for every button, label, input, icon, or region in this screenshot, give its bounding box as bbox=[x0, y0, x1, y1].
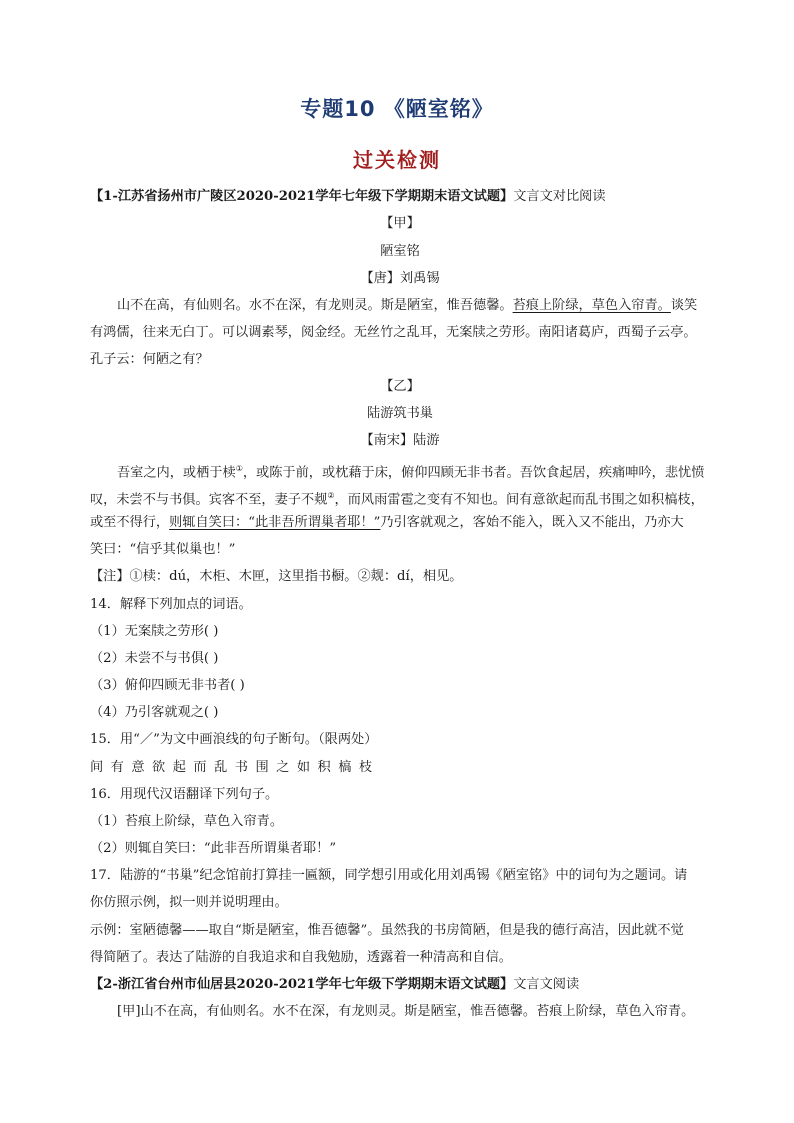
question-16-item-1: （1）苔痕上阶绿，草色入帘青。 bbox=[90, 814, 284, 829]
question1-source: 【1-江苏省扬州市广陵区2020-2021学年七年级下学期期末语文试题】 bbox=[90, 189, 514, 204]
footnote: 【注】①椟：dú，木柜、木匣，这里指书橱。②觌：dí，相见。 bbox=[90, 569, 463, 584]
question2-text-line1: [甲]山不在高，有仙则名。水不在深，有龙则灵。斯是陋室，惟吾德馨。苔痕上阶绿，草色入帘青。 bbox=[117, 1004, 695, 1019]
text-yi-paragraph-line3 bbox=[90, 513, 710, 533]
text-yi-line3-end: 乃引客就观之，客始不能入，既入又不能出，乃亦大 bbox=[380, 515, 684, 530]
footnote-marker-1: ① bbox=[235, 464, 243, 473]
question2-source-line bbox=[90, 975, 710, 995]
question-14-item-1: （1）无案牍之劳形( ) bbox=[90, 624, 219, 639]
question-16: 16．用现代汉语翻译下列句子。 bbox=[90, 787, 279, 802]
text-jia-line1-start: 山不在高，有仙则名。水不在深，有龙则灵。斯是陋室，惟吾德馨。 bbox=[117, 298, 513, 313]
question-17-line1: 17．陆游的“书巢”纪念馆前打算挂一匾额，同学想引用或化用刘禹锡《陋室铭》中的词句为之题词。请 bbox=[90, 868, 688, 883]
question-17-example-line1: 示例：室陋德馨——取自“斯是陋室，惟吾德馨”。虽然我的书房简陋，但是我的德行高洁，因此就不觉 bbox=[90, 923, 684, 938]
text-jia-title: 陋室铭 bbox=[380, 244, 420, 259]
text-yi-line1-end: ，或陈于前，或枕藉于床，俯仰四顾无非书者。吾饮食起居，疾痛呻吟，悲忧愤 bbox=[242, 465, 705, 481]
text-yi-line2-start: 叹，未尝不与书俱。宾客不至，妻子不觌 bbox=[90, 492, 328, 508]
text-jia-underlined-sentence: 苔痕上阶绿，草色入帘青。 bbox=[512, 298, 671, 313]
page-title: 专题10 《陋室铭》 bbox=[300, 97, 494, 121]
text-yi-line3-start: 或至不得行， bbox=[90, 515, 170, 530]
question-14-item-2: （2）未尝不与书俱( ) bbox=[90, 651, 219, 666]
text-yi-line1-start: 吾室之内，或栖于椟 bbox=[117, 465, 236, 481]
question-14: 14．解释下列加点的词语。 bbox=[90, 597, 252, 612]
text-yi-paragraph-line4: 笑曰：“信乎其似巢也！” bbox=[90, 542, 236, 557]
question-15: 15．用“／”为文中画浪线的句子断句。（限两处） bbox=[90, 732, 378, 747]
question-16-item-2: （2）则辄自笑曰：“此非吾所谓巢者耶！” bbox=[90, 841, 337, 856]
page-subtitle: 过关检测 bbox=[353, 148, 441, 172]
text-jia-paragraph-line3: 孔子云：何陋之有？ bbox=[90, 352, 209, 367]
text-yi-line2-end: ，而风雨雷雹之变有不知也。间有意欲起而乱书围之如积槁枝， bbox=[334, 492, 704, 508]
question2-source: 【2-浙江省台州市仙居县2020-2021学年七年级下学期期末语文试题】 bbox=[90, 977, 514, 992]
text-jia-paragraph-line1 bbox=[117, 296, 737, 316]
text-yi-paragraph-line1 bbox=[117, 459, 737, 483]
question1-source-line bbox=[90, 187, 710, 207]
footnote-marker-2: ② bbox=[327, 491, 335, 500]
text-yi-author: 【南宋】陆游 bbox=[360, 433, 440, 448]
text-yi-paragraph-line2 bbox=[90, 486, 710, 510]
question-15-sentence: 间有意欲起而乱书围之如积槁枝 bbox=[90, 760, 380, 775]
question-17-example-line2: 得简陋了。表达了陆游的自我追求和自我勉励，透露着一种清高和自信。 bbox=[90, 950, 512, 965]
text-yi-underlined-sentence: 则辄自笑曰：“此非吾所谓巢者耶！” bbox=[169, 515, 381, 530]
text-yi-label: 【乙】 bbox=[380, 379, 420, 394]
question-14-item-3: （3）俯仰四顾无非书者( ) bbox=[90, 678, 245, 693]
question-14-item-4: （4）乃引客就观之( ) bbox=[90, 705, 219, 720]
question-17-line2: 你仿照示例，拟一则并说明理由。 bbox=[90, 895, 288, 910]
text-jia-label: 【甲】 bbox=[380, 216, 420, 231]
text-jia-line1-end: 谈笑 bbox=[670, 298, 698, 313]
text-jia-paragraph-line2: 有鸿儒，往来无白丁。可以调素琴，阅金经。无丝竹之乱耳，无案牍之劳形。南阳诸葛庐，西蜀子云亭。 bbox=[90, 325, 697, 340]
text-yi-title: 陆游筑书巢 bbox=[367, 406, 433, 421]
question2-task: 文言文阅读 bbox=[513, 977, 580, 992]
text-jia-author: 【唐】刘禹锡 bbox=[360, 271, 440, 286]
question1-task: 文言文对比阅读 bbox=[513, 189, 606, 204]
